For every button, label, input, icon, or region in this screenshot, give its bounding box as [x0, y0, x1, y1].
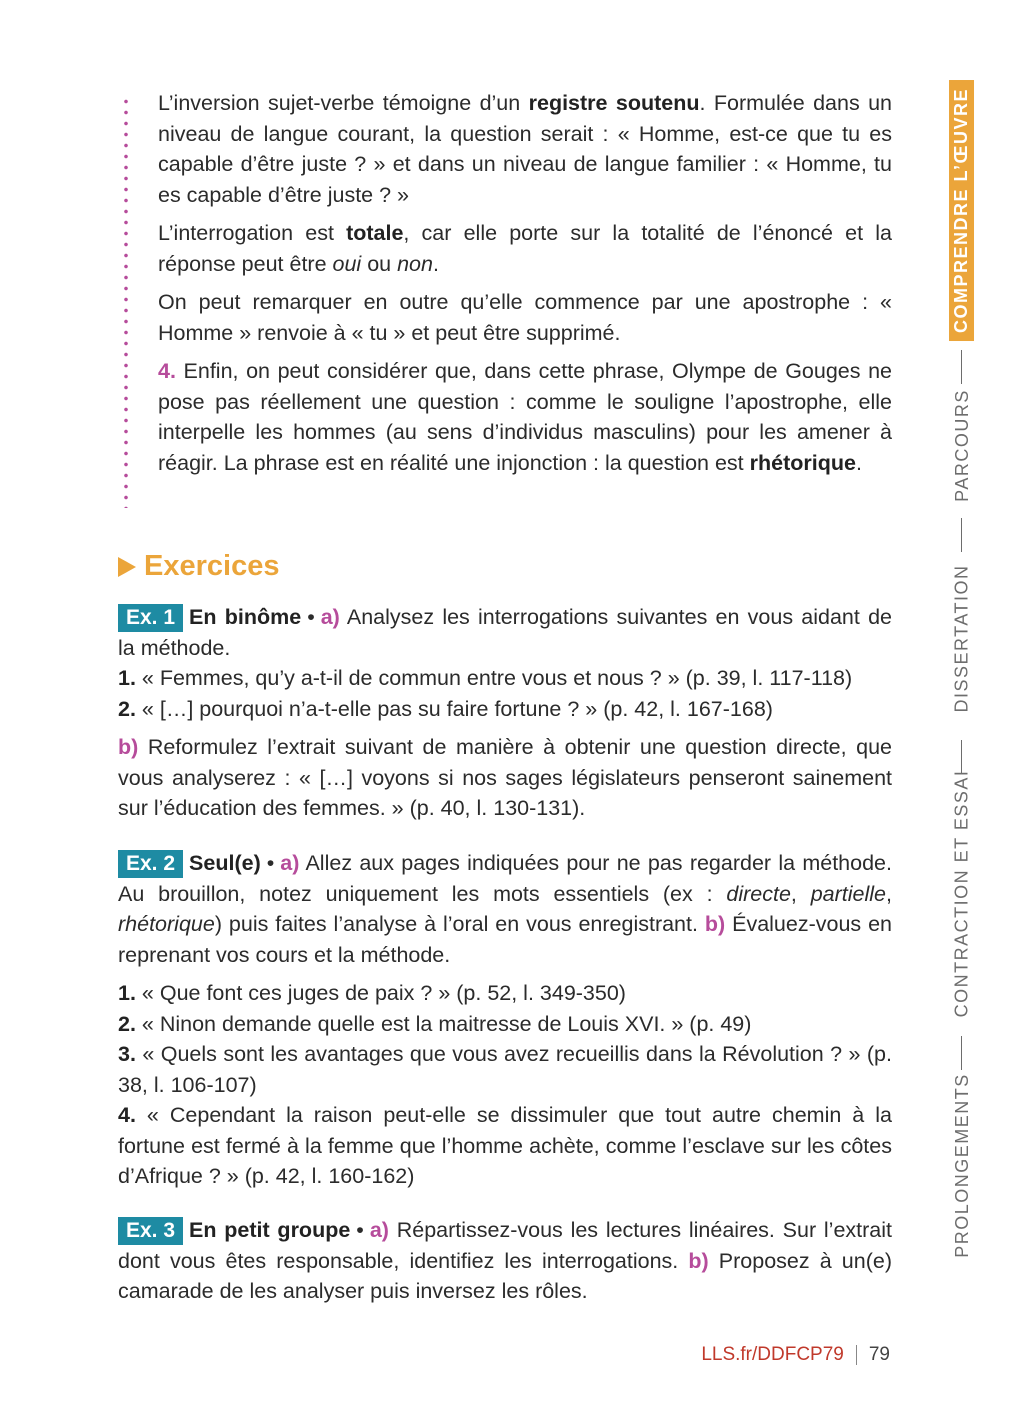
text: , — [886, 881, 892, 906]
bullet: • — [356, 1218, 364, 1242]
item-number: 4. — [118, 1103, 136, 1127]
sidebar-item-label: PROLONGEMENTS — [951, 1073, 972, 1258]
exercise-mode: En binôme — [189, 605, 302, 629]
exercise-3 — [118, 1215, 892, 1307]
part-label: b) — [688, 1248, 709, 1273]
bold-term: rhétorique — [749, 450, 856, 475]
text: , — [790, 881, 811, 906]
item-number: 1. — [118, 981, 136, 1005]
part-label: b) — [704, 912, 726, 936]
analysis-paragraph-1 — [158, 88, 892, 210]
exercise-tag: Ex. 3 — [118, 1217, 183, 1245]
text: « Que font ces juges de paix ? » (p. 52, l. 349-350) — [135, 981, 626, 1005]
exercise-2-intro — [118, 848, 892, 970]
text: Analysez les interrogations suivantes en vous aidant de la méthode. — [118, 605, 892, 660]
text: L’inversion sujet-verbe témoigne d’un — [158, 91, 529, 115]
part-label: a) — [320, 605, 340, 629]
exercise-1-intro — [118, 602, 892, 663]
italic-term: oui — [332, 251, 362, 276]
bold-term: totale — [346, 221, 404, 245]
analysis-paragraph-4 — [158, 356, 892, 478]
item-number: 2. — [118, 696, 136, 721]
bold-term: registre soutenu — [528, 91, 700, 115]
sidebar-item-label: CONTRACTION ET ESSAI — [951, 769, 972, 1017]
italic-term: non — [397, 251, 433, 276]
list-item — [118, 1009, 892, 1040]
text: Allez aux pages indiquées pour ne pas regarder la méthode. Au brouillon, notez uniquement les mots essentiels (ex : — [118, 851, 892, 906]
point-number: 4. — [158, 359, 176, 383]
part-label: b) — [118, 735, 139, 759]
part-label: a) — [280, 851, 300, 875]
exercise-1 — [118, 602, 892, 824]
page-footer — [701, 1344, 890, 1366]
text: « Ninon demande quelle est la maitresse de Louis XVI. » (p. 49) — [135, 1011, 752, 1036]
sidebar-item-label: DISSERTATION — [951, 564, 972, 713]
analysis-section — [128, 88, 892, 486]
analysis-paragraph-3 — [158, 287, 892, 348]
exercise-3-intro — [118, 1215, 892, 1307]
list-item — [118, 1100, 892, 1192]
sidebar-divider — [961, 1036, 962, 1070]
item-number: 3. — [118, 1042, 136, 1066]
text: Proposez à un(e) camarade de les analyser puis inversez les rôles. — [118, 1248, 893, 1303]
triangle-icon — [118, 557, 136, 577]
exercise-mode: En petit groupe — [189, 1218, 351, 1242]
text: ) puis faites l’analyse à l’oral en vous enregistrant. — [214, 912, 698, 936]
bullet: • — [266, 851, 275, 875]
text: . — [432, 251, 439, 276]
sidebar-divider — [961, 518, 962, 552]
list-item — [118, 978, 892, 1009]
text: « […] pourquoi n’a-t-elle pas su faire fortune ? » (p. 42, l. 167-168) — [135, 696, 773, 721]
exercise-2 — [118, 848, 892, 1192]
sidebar-item-label: COMPRENDRE L’ŒUVRE — [950, 80, 975, 341]
text: « Femmes, qu’y a-t-il de commun entre vous et nous ? » (p. 39, l. 117-118) — [135, 666, 853, 690]
list-item — [118, 663, 892, 694]
part-label: a) — [369, 1218, 389, 1242]
exercises-heading — [118, 550, 279, 583]
exercise-tag: Ex. 1 — [118, 604, 183, 632]
text: Évaluez-vous en reprenant vos cours et la méthode. — [118, 912, 892, 967]
text: Répartissez-vous les lectures linéaires. Sur l’extrait dont vous êtes responsable, identifiez les interrogations. — [118, 1218, 892, 1273]
sidebar-item-contraction-essai[interactable] — [944, 769, 980, 1017]
analysis-paragraph-2 — [158, 218, 892, 279]
sidebar-nav — [944, 88, 980, 1268]
sidebar-item-prolongements[interactable] — [944, 1073, 980, 1258]
exercise-mode: Seul(e) — [189, 851, 261, 875]
list-item — [118, 1039, 892, 1100]
sidebar-item-label: PARCOURS — [951, 389, 972, 502]
exercise-1-part-b — [118, 732, 892, 824]
footer-divider — [856, 1345, 857, 1365]
item-number: 2. — [118, 1011, 136, 1036]
text: , car elle porte sur la totalité de l’énoncé et la réponse peut être — [158, 221, 892, 276]
sidebar-item-parcours[interactable] — [944, 388, 980, 503]
resource-link[interactable]: LLS.fr/DDFCP79 — [701, 1344, 844, 1365]
text: Enfin, on peut considérer que, dans cette phrase, Olympe de Gouges ne pose pas réellement une question : comme le souligne l’apostrophe, elle interpelle les hommes (au sens d’individus masculins) pour les amener à réagir. La phrase est en réalité une injonction : la question est — [158, 359, 892, 475]
dotted-rule — [124, 96, 128, 508]
italic-term: directe — [726, 881, 791, 906]
list-item — [118, 694, 892, 725]
text: ou — [361, 251, 398, 276]
italic-term: rhétorique — [118, 912, 215, 936]
sidebar-item-dissertation[interactable] — [944, 566, 980, 711]
text: . Formulée dans un niveau de langue courant, la question serait : « Homme, est-ce que tu es capable d’être juste ? » et dans un niveau de langue familier : « Homme, tu es capable d’être juste ? » — [158, 91, 892, 207]
exercises-heading-label: Exercices — [144, 550, 280, 582]
exercise-tag: Ex. 2 — [118, 850, 183, 878]
italic-term: partielle — [810, 881, 887, 906]
text: « Cependant la raison peut-elle se dissimuler que tout autre chemin à la fortune est fermé à la femme que l’homme achète, comme l’esclave sur les côtes d’Afrique ? » (p. 42, l. 160-162) — [118, 1103, 892, 1188]
item-number: 1. — [118, 666, 136, 690]
text: . — [855, 450, 862, 475]
sidebar-divider — [961, 350, 962, 384]
bullet: • — [307, 605, 315, 629]
text: « Quels sont les avantages que vous avez recueillis dans la Révolution ? » (p. 38, l. 106-107) — [118, 1042, 892, 1097]
text: L’interrogation est — [158, 221, 347, 245]
sidebar-item-comprendre-oeuvre[interactable] — [944, 88, 980, 333]
page-number: 79 — [868, 1344, 890, 1365]
text: Reformulez l’extrait suivant de manière à obtenir une question directe, que vous analyserez : « […] voyons si nos sages législateurs penseront sainement sur l’éducation des femmes. » (p. 40, l. 130-131). — [118, 735, 892, 820]
text: On peut remarquer en outre qu’elle commence par une apostrophe : « Homme » renvoie à « tu » et peut être supprimé. — [158, 290, 892, 345]
